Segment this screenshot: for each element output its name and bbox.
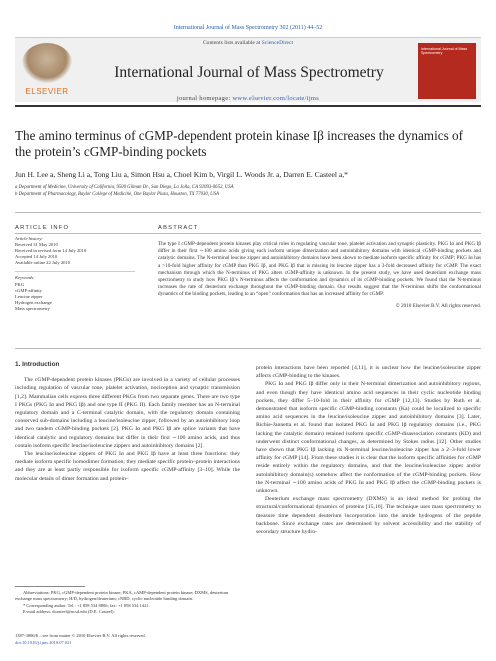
affiliation-a: a Department of Medicine, University of California, 9500 Gilman Dr., San Diego, La Jolla, CA 92093-0652, USA xyxy=(15,185,234,190)
journal-name[interactable]: International Journal of Mass Spectrometry xyxy=(114,64,384,81)
abbreviations-footnote: Abbreviations: PKG, cGMP-dependent protein kinase; PKA, cAMP-dependent protein kinase; DXMS, deuterium exchange mass spectrometry; H/D, hydrogen/deuterium; cNBD, cyclic nucleotide binding domain. xyxy=(15,590,229,602)
right-column xyxy=(256,364,481,536)
paragraph: Deuterium exchange mass spectrometry (DXMS) is an ideal method for probing the structural/conformational dynamics of proteins [15,16]. The technique uses mass spectrometry to measure time dependent deuterium incorporation into the amide hydrogens of the peptide backbone. Since exchange rates are determined by solvent accessibility and the stability of secondary structure hydro- xyxy=(256,496,481,536)
tree-icon xyxy=(22,43,72,83)
journal-reference[interactable]: International Journal of Mass Spectrometry 302 (2011) 44–52 xyxy=(173,25,323,31)
online-date: Available online 22 July 2010 xyxy=(15,260,71,266)
issn-line: 1387-3806/$ – see front matter © 2010 Elsevier B.V. All rights reserved. xyxy=(15,633,146,638)
abstract xyxy=(158,236,481,309)
abstract-text: The type I cGMP-dependent protein kinases play critical roles in regulating vascular tone, platelet activation and synaptic plasticity. PKG Iα and PKG Iβ differ in their first ∼100 amino acids giving each isoform unique dimerization and autoinhibitory domains with identical cGMP-binding pockets and catalytic domains. The N-terminal leucine zipper and autoinhibitory domains have been shown to mediate isoform specific affinity for cGMP; PKG Iα has a >10-fold higher affinity for cGMP than PKG Iβ, and PKG Iβ that is missing its leucine zipper has a 3-fold decreased affinity for cGMP. The exact mechanism through which the N-terminus of PKG alters cGMP-affinity is unknown. In the present study, we have used deuterium exchange mass spectrometry to study how PKG Iβ’s N-terminus affects the conformation and dynamics of its cGMP-binding pockets. We found that the N-terminus increases the rate of deuterium exchange throughout the cGMP-binding domain. Our results suggest that the N-terminus shifts the conformational dynamics of the binding pockets, leading to an “open” conformation that has an increased affinity for cGMP. xyxy=(158,241,481,298)
received-date: Received 31 May 2010 xyxy=(15,242,58,248)
keyword: Hydrogen exchange xyxy=(15,299,52,305)
divider xyxy=(15,271,135,272)
affiliation-b: b Department of Pharmacology, Baylor College of Medicine, One Baylor Plaza, Houston, TX 77030, USA xyxy=(15,192,219,197)
email-footnote[interactable]: E-mail address: dcasteel@ucsd.edu (D.E. Casteel). xyxy=(23,608,115,614)
abstract-heading: ABSTRACT xyxy=(158,225,199,231)
elsevier-logo[interactable] xyxy=(18,43,76,99)
history-label: Article history: xyxy=(15,236,43,241)
paragraph: protein interactions have been reported [4,11], it is unclear how the leucine/isoleucine zipper affects cGMP-binding to the kinases. xyxy=(256,365,481,380)
left-column xyxy=(15,361,240,483)
corresponding-footnote: * Corresponding author. Tel.: +1 858 534 8806; fax: +1 858 534 1421. xyxy=(23,602,150,608)
keyword: cGMP-affinity xyxy=(15,287,42,293)
paragraph: The cGMP-dependent protein kinases (PKGs) are involved in a variety of cellular processes including regulation of vascular tone, platelet activation, nociception and synaptic transmission [1,2]. Mammalian cells express three different PKGs from two separate genes. There are two type I PKGs (PKG Iα and PKG Iβ) and one type II (PKG II). Each family member has an N-terminal regulatory domain and a C-terminal catalytic domain, with the regulatory domain containing conserved sub-domains including a leucine/isoleucine zipper, followed by an autoinhibitory loop and two tandem cGMP-binding pockets [2]. PKG Iα and PKG Iβ are splice variants that have identical catalytic and regulatory domains but differ in their first ∼100 amino acids, and thus contain isoform specific leucine/isoleucine zippers and autoinhibitory domains [2]. xyxy=(15,377,240,449)
divider xyxy=(15,212,481,213)
article-info xyxy=(15,236,135,312)
author-list[interactable]: Jun H. Lee a, Sheng Li a, Tong Liu a, Simon Hsu a, Choel Kim b, Virgil L. Woods Jr. a, Darren E. Casteel a,* xyxy=(15,170,348,179)
keyword: Leucine zipper xyxy=(15,293,43,299)
article-title: The amino terminus of cGMP-dependent protein kinase Iβ increases the dynamics of the protein’s cGMP-binding pockets xyxy=(15,128,463,159)
accepted-date: Accepted 14 July 2010 xyxy=(15,254,58,260)
paragraph: The leucine/isoleucine zippers of PKG Iα and PKG Iβ have at least three functions: they mediate isoform specific homodimer formation; they mediate specific protein–protein interactions and they are at least partly responsible for isoform specific cGMP-affinity [3–10]. While the molecular details of dimer formation and protein– xyxy=(15,451,240,482)
homepage-link[interactable]: www.elsevier.com/locate/ijms xyxy=(232,95,320,102)
copyright: © 2010 Elsevier B.V. All rights reserved. xyxy=(395,302,481,309)
sciencedirect-link[interactable]: ScienceDirect xyxy=(261,40,294,46)
journal-cover-thumbnail[interactable] xyxy=(418,43,476,99)
paragraph: PKG Iα and PKG Iβ differ only in their N-terminal dimerization and autoinhibitory regions, and even though they have identical amino acid sequences in their cyclic nucleotide binding pockets, they differ 5–10-fold in their affinity for cGMP [12,13]. Studies by Ruth et al. demonstrated that isoform specific cGMP-binding constants (Ka) could be localized to specific amino acid sequences in the leucine/isoleucine zipper and autoinhibitory domains [3]. Later, Richie-Jannetta et al. found that isolated PKG Iα and PKG Iβ regulatory domains (i.e., PKG lacking the catalytic domain) retained isoform specific cGMP-disassociation constants (KD) and underwent distinct conformational changes, as determined by Stokes radius [12]. Other studies have shown that PKG Iβ lacking its N-terminal leucine/isoleucine zipper has a 2–3-fold lower affinity for cGMP [14]. From these studies it is clear that the isoform specific affinities for cGMP reside entirely within the regulatory domains, and that the leucine/isoleucine zipper and/or autoinhibitory domain(s) somehow affect the conformation of the cGMP-binding pockets. How the N-terminal ∼100 amino acids of PKG Iα and PKG Iβ affect the cGMP-binding pockets is unknown. xyxy=(256,381,481,495)
doi-link[interactable]: doi:10.1016/j.ijms.2010.07.021 xyxy=(15,640,72,645)
cover-text: International Journal of Mass Spectrometry xyxy=(421,47,468,56)
journal-homepage-line xyxy=(0,95,496,102)
homepage-prefix: journal homepage: xyxy=(176,95,233,102)
divider xyxy=(15,233,481,234)
publisher-logo-text: ELSEVIER xyxy=(25,87,69,96)
keyword: PKG xyxy=(15,281,25,287)
keyword: Mass spectrometry xyxy=(15,305,50,311)
divider xyxy=(15,348,481,349)
section-heading: 1. Introduction xyxy=(15,361,60,368)
header-rule xyxy=(15,105,481,107)
footnotes xyxy=(15,590,240,615)
contents-prefix: Contents lists available at xyxy=(202,40,262,46)
revised-date: Received in revised form 14 July 2010 xyxy=(15,248,87,254)
article-info-heading: ARTICLE INFO xyxy=(15,225,70,231)
footnote-rule xyxy=(15,586,85,587)
keywords-label: Keywords: xyxy=(15,275,35,281)
